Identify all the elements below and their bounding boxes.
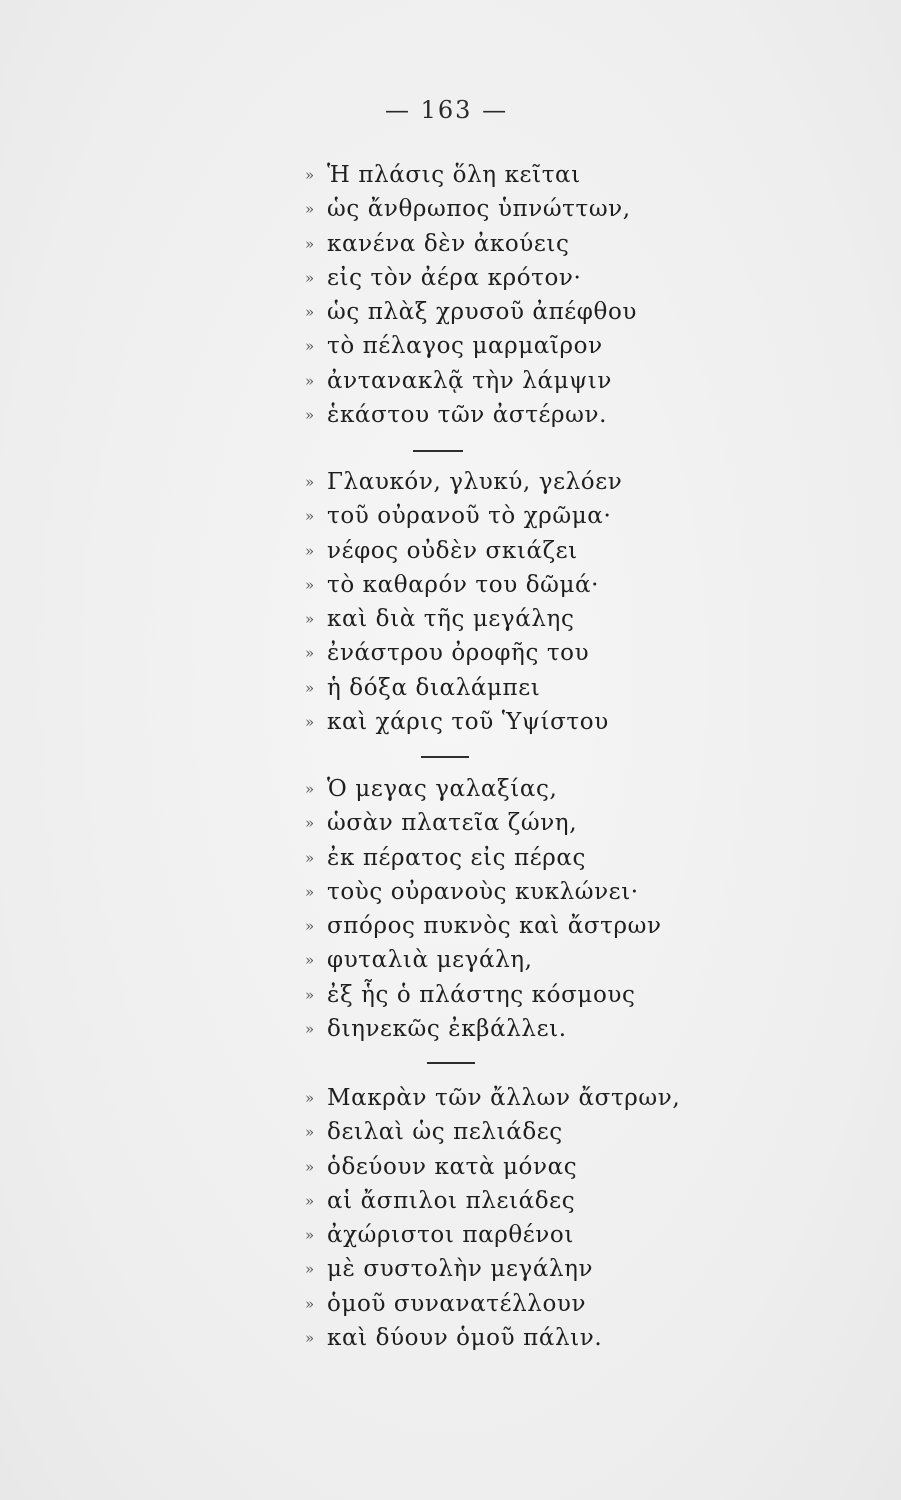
poem-line (305, 465, 622, 499)
poem-line (305, 978, 662, 1012)
poem-line (305, 295, 637, 329)
stanza-4 (305, 1081, 680, 1355)
quote-mark: » (305, 1294, 315, 1313)
line-text: ἀχώριστοι παρθένοι (327, 1222, 574, 1249)
line-text: Ἡ πλάσις ὅλη κεῖται (327, 162, 581, 188)
quote-mark: » (305, 917, 315, 936)
poem-line (305, 875, 662, 909)
line-text: μὲ συστολὴν μεγάλην (327, 1256, 594, 1283)
poem-line (305, 806, 662, 840)
line-text: ἡ δόξα διαλάμπει (327, 674, 541, 701)
quote-mark: » (305, 848, 315, 867)
line-text: τὸ πέλαγος μαρμαῖρον (327, 333, 603, 360)
quote-mark: » (305, 1260, 315, 1279)
poem-line (305, 1012, 662, 1046)
line-text: τοὺς οὐρανοὺς κυκλώνει· (327, 878, 639, 905)
poem-line (305, 772, 662, 806)
poem-line (305, 943, 662, 977)
poem-line (305, 398, 637, 432)
quote-mark: » (305, 610, 315, 629)
quote-mark: » (305, 371, 315, 390)
poem-line (305, 568, 622, 602)
line-text: δειλαὶ ὡς πελιάδες (327, 1119, 563, 1146)
line-text: ὁδεύουν κατὰ μόνας (327, 1153, 578, 1180)
line-text: ἐνάστρου ὀροφῆς του (327, 640, 590, 667)
line-text: τοῦ οὐρανοῦ τὸ χρῶμα· (327, 503, 612, 530)
quote-mark: » (305, 406, 315, 425)
quote-mark: » (305, 678, 315, 697)
quote-mark: » (305, 303, 315, 322)
poem-line (305, 261, 637, 295)
poem-line (305, 1252, 680, 1286)
page-number: — 163 — (385, 96, 509, 124)
quote-mark: » (305, 337, 315, 356)
line-text: νέφος οὐδὲν σκιάζει (327, 537, 578, 564)
poem-line (305, 1150, 680, 1184)
line-text: σπόρος πυκνὸς καὶ ἄστρων (327, 913, 662, 940)
stanza-2 (305, 465, 622, 739)
line-text: ὡς ἄνθρωπος ὑπνώττων, (327, 196, 631, 223)
line-text: διηνεκῶς ἐκβάλλει. (327, 1016, 567, 1043)
line-text: τὸ καθαρόν του δῶμά· (327, 571, 600, 598)
quote-mark: » (305, 985, 315, 1004)
poem-line (305, 909, 662, 943)
quote-mark: » (305, 951, 315, 970)
quote-mark: » (305, 200, 315, 219)
quote-mark: » (305, 1089, 315, 1107)
quote-mark: » (305, 1020, 315, 1039)
line-text: ἐξ ἧς ὁ πλάστης κόσμους (327, 981, 636, 1008)
quote-mark: » (305, 1226, 315, 1245)
poem-line (305, 329, 637, 363)
quote-mark: » (305, 1329, 315, 1348)
quote-mark: » (305, 507, 315, 526)
poem-line (305, 841, 662, 875)
quote-mark: » (305, 1191, 315, 1210)
poem-line (305, 1321, 680, 1355)
quote-mark: » (305, 1123, 315, 1142)
quote-mark: » (305, 234, 315, 253)
poem-line (305, 364, 637, 398)
line-text: Μακρὰν τῶν ἄλλων ἄστρων, (327, 1085, 681, 1111)
stanza-3 (305, 772, 662, 1046)
line-text: Γλαυκόν, γλυκύ, γελόεν (327, 469, 623, 495)
line-text: καὶ χάρις τοῦ Ὑψίστου (327, 709, 609, 736)
poem-line (305, 602, 622, 636)
poem-line (305, 705, 622, 739)
line-text: ὁμοῦ συνανατέλλουν (327, 1290, 587, 1317)
quote-mark: » (305, 780, 315, 798)
stanza-divider (427, 1062, 475, 1064)
line-text: ἀντανακλᾷ τὴν λάμψιν (327, 367, 612, 394)
line-text: εἰς τὸν ἀέρα κρότον· (327, 264, 582, 291)
quote-mark: » (305, 575, 315, 594)
line-text: ἐκ πέρατος εἰς πέρας (327, 844, 586, 871)
quote-mark: » (305, 166, 315, 184)
poem-line (305, 1081, 680, 1115)
poem-line (305, 499, 622, 533)
poem-line (305, 534, 622, 568)
poem-line (305, 158, 637, 192)
quote-mark: » (305, 814, 315, 833)
quote-mark: » (305, 882, 315, 901)
line-text: ὡς πλὰξ χρυσοῦ ἀπέφθου (327, 299, 637, 326)
poem-line (305, 1218, 680, 1252)
line-text: φυταλιὰ μεγάλη, (327, 947, 533, 974)
quote-mark: » (305, 1157, 315, 1176)
quote-mark: » (305, 644, 315, 663)
poem-line (305, 1287, 680, 1321)
quote-mark: » (305, 541, 315, 560)
line-text: ἑκάστου τῶν ἀστέρων. (327, 402, 608, 429)
stanza-divider (413, 450, 463, 452)
line-text: καὶ διὰ τῆς μεγάλης (327, 606, 575, 633)
line-text: κανένα δὲν ἀκούεις (327, 230, 570, 257)
poem-line (305, 227, 637, 261)
poem-line (305, 1184, 680, 1218)
line-text: καὶ δύουν ὁμοῦ πάλιν. (327, 1325, 603, 1352)
line-text: Ὁ μεγας γαλαξίας, (327, 776, 558, 802)
stanza-divider (421, 756, 469, 758)
line-text: αἱ ἄσπιλοι πλειάδες (327, 1187, 576, 1214)
poem-line (305, 636, 622, 670)
poem-line (305, 192, 637, 226)
quote-mark: » (305, 473, 315, 491)
quote-mark: » (305, 268, 315, 287)
line-text: ὡσὰν πλατεῖα ζώνη, (327, 810, 578, 837)
poem-line (305, 1115, 680, 1149)
poem-line (305, 671, 622, 705)
stanza-1 (305, 158, 637, 432)
quote-mark: » (305, 713, 315, 732)
